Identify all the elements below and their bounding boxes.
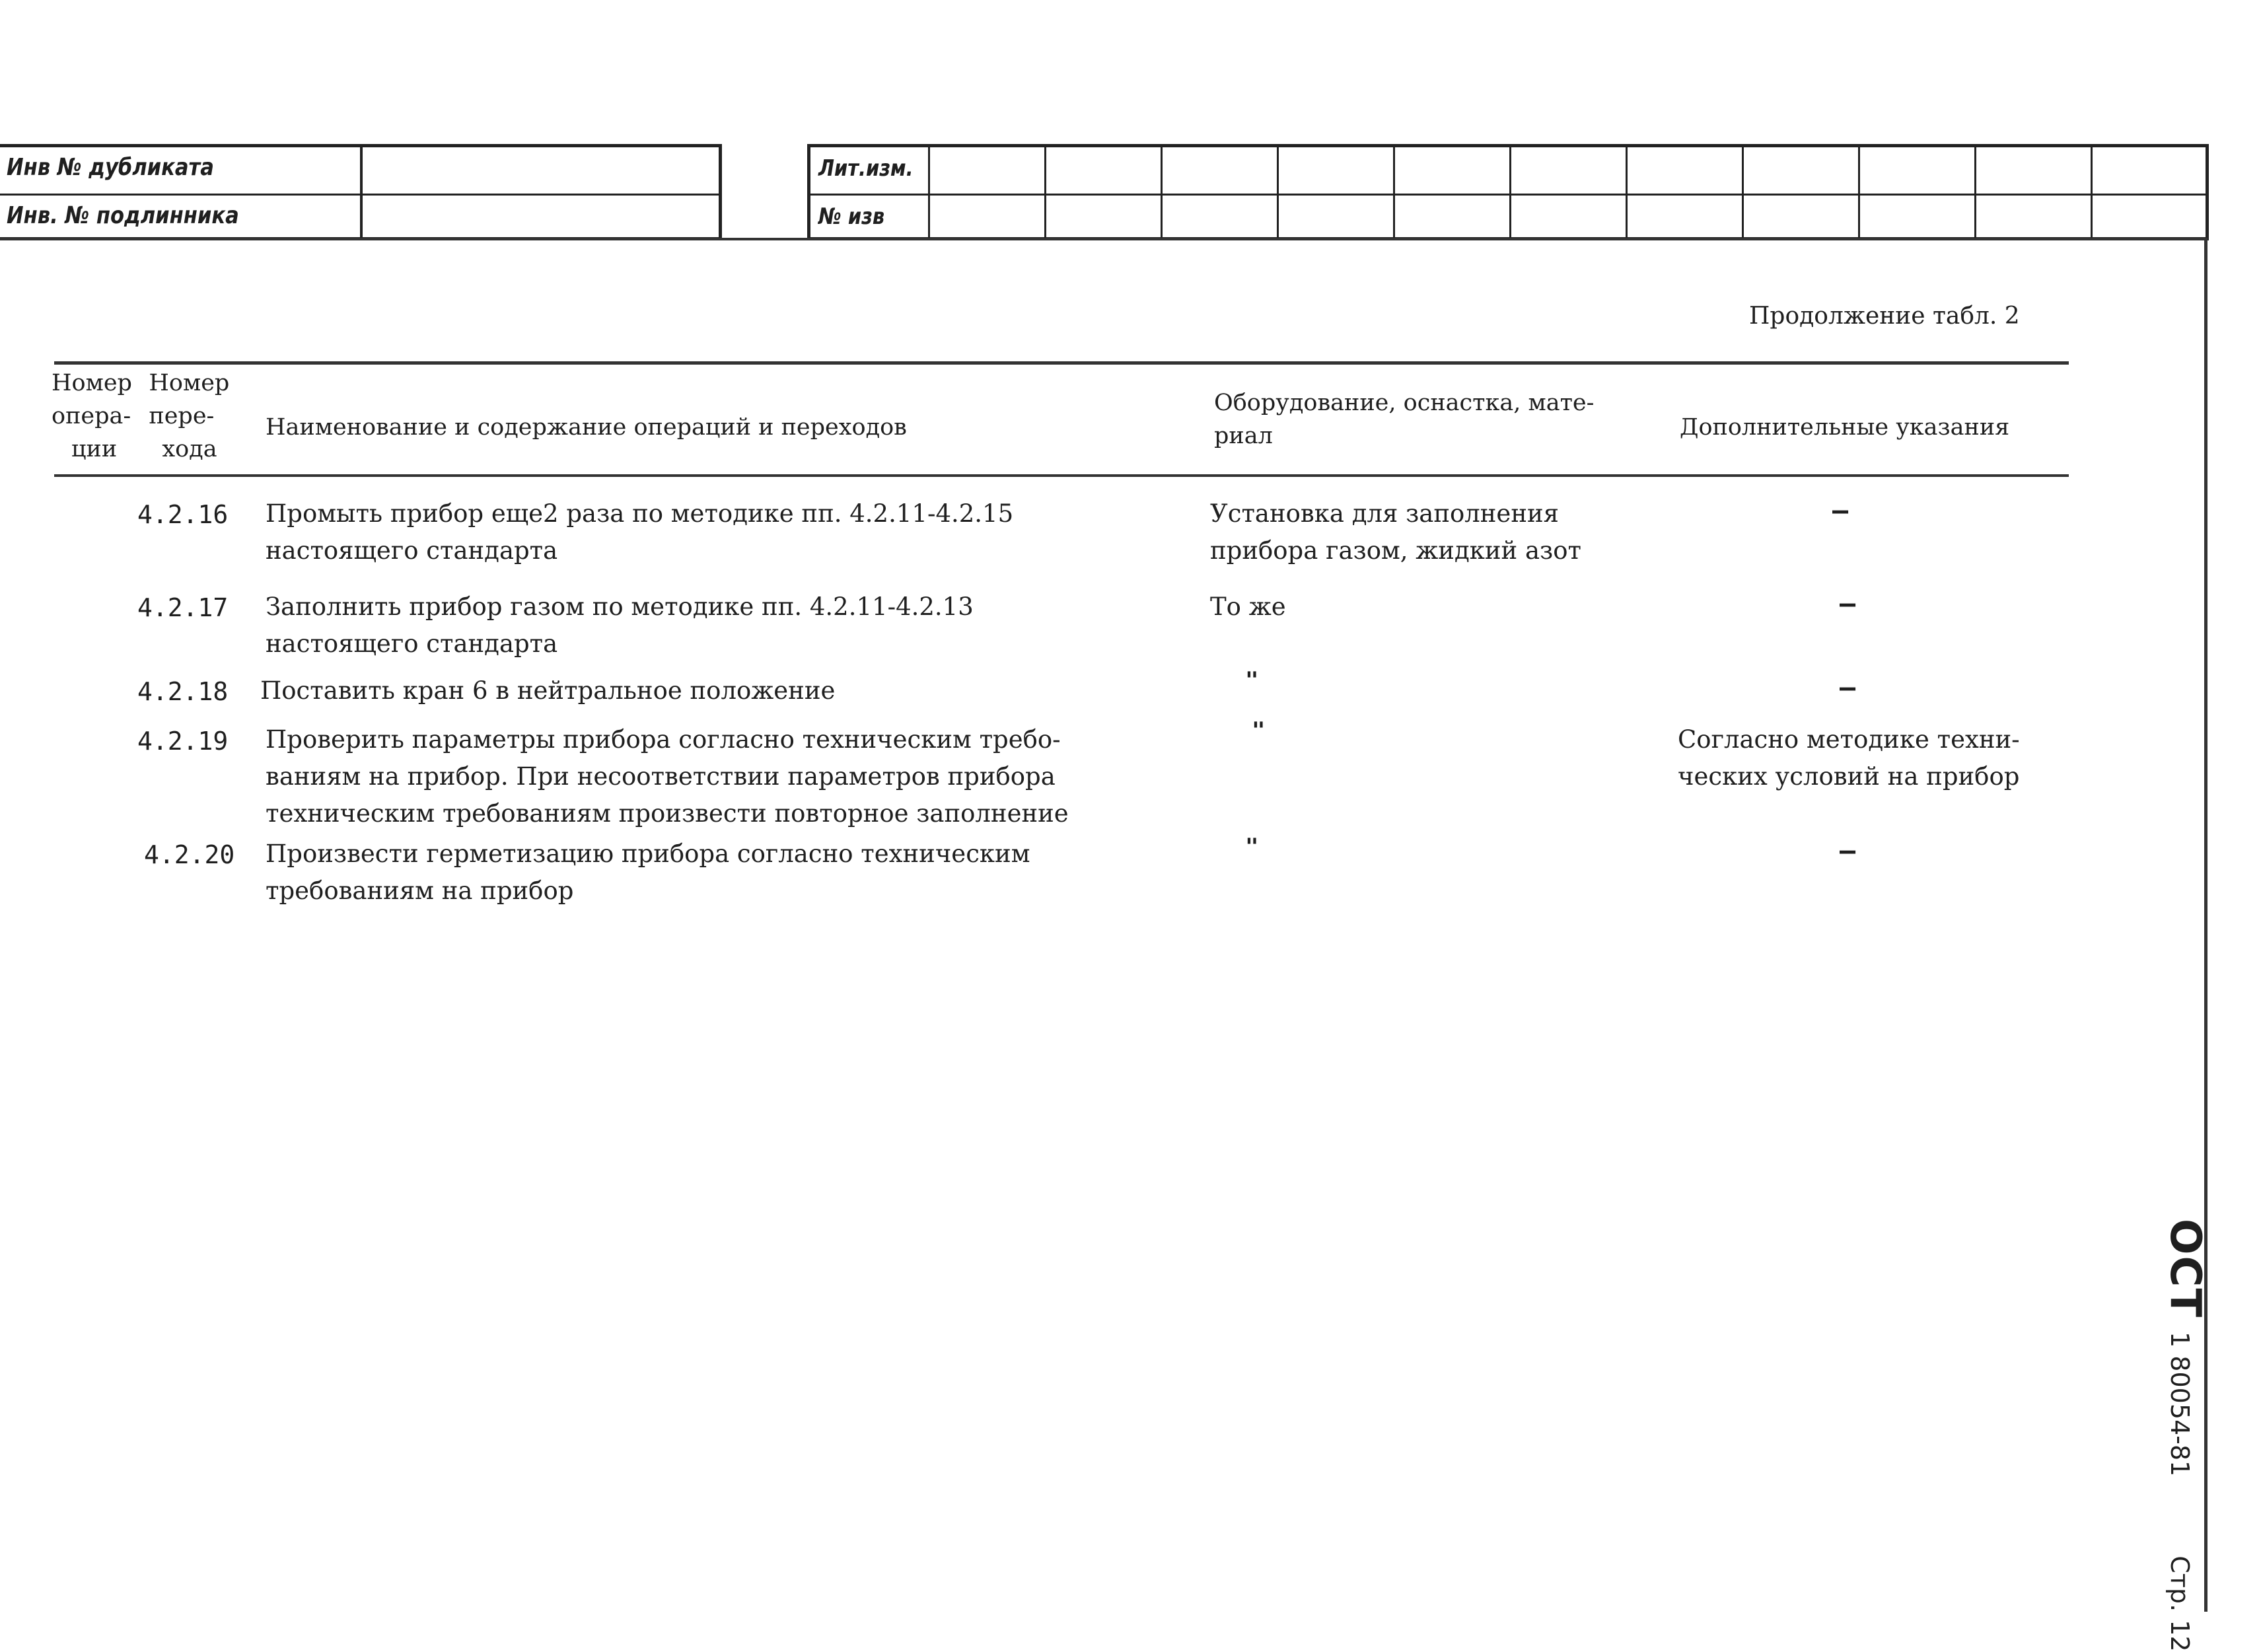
step-equipment-line: То же [1210,593,1286,621]
op-number-header-line: опера- [52,403,131,429]
step-equipment-line: Установка для заполнения [1210,499,1559,528]
step-number: 4.2.16 [137,500,229,529]
page-frame-top [0,238,2207,240]
step-description-line: ваниям на прибор. При несоответствии параметров прибора [266,762,1056,791]
step-description [260,672,1159,709]
duplicate-stamp-table [0,144,722,240]
step-description-line: требованиям на прибор [266,877,574,905]
step-number: 4.2.19 [137,727,229,756]
standard-side-stamp [2157,1219,2209,1652]
step-description-line: Промыть прибор еще2 раза по методике пп. 4.2.11-4.2.15 [266,499,1014,528]
stamp-cell-divider [1044,147,1046,237]
step-number-header-line: хода [162,436,217,462]
step-description-line: настоящего стандарта [266,536,558,565]
stamp-cell-divider [1393,147,1395,237]
step-description [266,836,1164,910]
step-equipment-line: прибора газом, жидкий азот [1210,536,1581,565]
equipment-header-line: Оборудование, оснастка, мате- [1214,390,1595,416]
original-inventory-label: Инв. № подлинника [7,202,239,229]
step-description-line: Заполнить прибор газом по методике пп. 4.2.11-4.2.13 [266,593,974,621]
stamp-cell-divider [2091,147,2093,237]
side-stamp-text [2161,1219,2209,1652]
stamp-cell-divider [928,147,930,237]
step-description-line: Произвести герметизацию прибора согласно техническим [266,840,1030,868]
step-extra-instructions: Согласно методике техни- ческих условий на прибор [1678,725,2020,791]
step-description-line: техническим требованиям произвести повторное заполнение [266,799,1069,828]
extra-dash: – [1840,672,1856,703]
step-number-header-line: Номер [149,370,230,396]
step-equipment [1210,495,1659,569]
stamp-cell-divider [1277,147,1279,237]
standard-prefix: ОСТ [2161,1219,2209,1319]
extra-instructions-header: Дополнительные указания [1680,414,2010,441]
extra-dash: – [1832,495,1849,526]
step-description-line: Поставить кран 6 в нейтральное положение [260,676,836,705]
step-number-header-line: пере- [149,403,215,429]
standard-number: 1 80054-81 [2165,1332,2194,1477]
operation-name-header: Наименование и содержание операций и переходов [266,414,907,441]
stamp-cell-divider [1626,147,1628,237]
stamp-row-revision-sheet [810,147,2206,194]
notice-number-label: № изв [818,203,885,230]
step-description [266,589,1164,663]
duplicate-inventory-label: Инв № дубликата [7,154,214,181]
revision-sheet-label: Лит.изм. [818,155,914,182]
step-description-line: Проверить параметры прибора согласно техническим требо- [266,725,1061,754]
extra-dash: – [1840,589,1856,619]
equipment-header [1214,386,1690,452]
extra-dash: – [1840,836,1856,866]
table-continuation-caption: Продолжение табл. 2 [1749,303,2020,330]
page-number: Стр. 12 [2165,1556,2194,1652]
table-top-rule [54,361,2069,365]
step-number: 4.2.17 [137,593,229,622]
stamp-row-notice-number [810,194,2206,242]
step-description [266,721,1164,832]
ditto-mark: " [1245,667,1259,694]
stamp-cell-divider [1509,147,1511,237]
stamp-cell-divider [1742,147,1744,237]
ditto-mark: " [1245,834,1259,860]
step-number: 4.2.18 [137,677,229,706]
table-header-rule [54,474,2069,477]
revision-stamp-table [807,144,2209,240]
ditto-mark: " [1252,717,1266,744]
step-description-line: настоящего стандарта [266,629,558,658]
stamp-cell-divider [1974,147,1976,237]
op-number-header-line: ции [71,436,118,462]
equipment-header-line: риал [1214,423,1273,449]
op-number-header-line: Номер [52,370,132,396]
step-equipment [1210,589,1659,626]
step-description [266,495,1164,569]
op-number-header [52,367,236,466]
stamp-cell-divider [1858,147,1860,237]
step-number: 4.2.20 [144,840,235,869]
stamp-cell-divider [1161,147,1163,237]
stamp-value-cell [360,147,719,237]
